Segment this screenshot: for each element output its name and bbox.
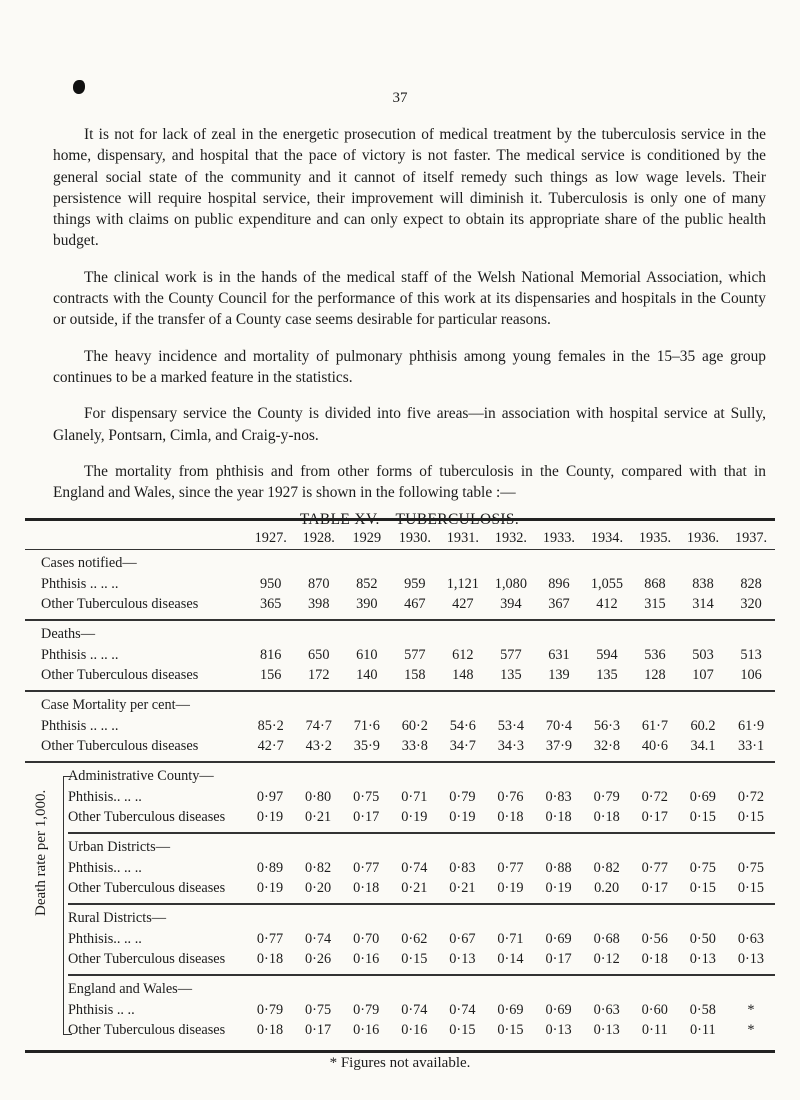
table-cell: 0·21 (401, 879, 428, 896)
table-cell: 0·21 (449, 879, 476, 896)
table-cell: 172 (308, 666, 330, 683)
table-cell: 0·69 (497, 1001, 524, 1018)
table-cell: 0·82 (593, 859, 620, 876)
table-cell: 0·19 (256, 879, 284, 896)
table-cell: 577 (500, 646, 522, 663)
row-label: Other Tuberculous diseases (67, 808, 226, 825)
table-cell: 0·58 (689, 1001, 716, 1018)
table-cell: 816 (260, 646, 282, 663)
paragraph: The clinical work is in the hands of the medical staff of the Welsh National Memorial Association, which contracts with the County Council for the performance of this work at its dispensaries and hospitals in the County or outside, if the transfer of a County case seems desirable for particular reasons. (53, 268, 766, 329)
table-cell: 148 (452, 666, 474, 683)
table-row (25, 736, 775, 756)
table-cell: 0·15 (401, 950, 428, 967)
table-cell: 631 (548, 646, 570, 663)
table-cell: 959 (404, 575, 426, 592)
table-title: TABLE XV.—TUBERCULOSIS. (299, 511, 520, 529)
table-cell: 0·76 (497, 788, 524, 805)
table-cell: 427 (452, 595, 474, 612)
table-cell: 71·6 (353, 717, 380, 734)
table-row (25, 574, 775, 594)
table-cell: 33·1 (737, 737, 765, 754)
table-cell: 32·8 (593, 737, 621, 754)
year-header: 1935. (638, 530, 672, 546)
table-cell: 135 (596, 666, 618, 683)
table-cell: 0·80 (305, 788, 332, 805)
table-cell: 1,080 (494, 575, 527, 592)
table-row (25, 594, 775, 614)
row-label: Other Tuberculous diseases (67, 1021, 226, 1038)
row-label: Phthisis .. .. .. (41, 646, 119, 663)
table-cell: 0·17 (641, 808, 668, 825)
table-cell: 0·18 (593, 808, 620, 825)
table-cell: 0·19 (497, 879, 524, 896)
table-cell: 0·19 (449, 808, 476, 825)
table-cell: 838 (692, 575, 714, 592)
paragraph: The mortality from phthisis and from other forms of tuberculosis in the County, compared with that in England and Wales, since the year 1927 is shown in the following table :— (53, 462, 766, 502)
table-cell: 0·19 (401, 808, 428, 825)
table-cell: 0·83 (545, 788, 572, 805)
table-cell: 896 (548, 575, 570, 592)
section-heading: Rural Districts— (67, 910, 167, 926)
table-cell: 0·17 (545, 950, 572, 967)
table-cell: 0·77 (497, 859, 524, 876)
table-cell: 0·13 (545, 1021, 572, 1038)
section-heading: Case Mortality per cent— (41, 697, 190, 713)
table-cell: 394 (500, 595, 522, 612)
year-header: 1931. (446, 530, 479, 546)
table-cell: 33·8 (401, 737, 428, 754)
table-row (68, 1000, 775, 1020)
table-cell: 0·18 (256, 1021, 284, 1038)
table-cell: 0·60 (641, 1001, 668, 1018)
table-section (68, 766, 775, 832)
table-cell: 0·74 (401, 859, 428, 876)
table-cell: 0·79 (256, 1001, 284, 1018)
table-cell: 61·7 (641, 717, 669, 734)
brace (63, 776, 72, 1035)
section-heading: England and Wales— (67, 981, 193, 997)
row-label: Other Tuberculous diseases (41, 595, 199, 612)
table-cell: 0·75 (353, 788, 380, 805)
table-cell: 0·70 (353, 930, 380, 947)
table-cell: 135 (500, 666, 522, 683)
table-cell: 0·11 (690, 1021, 716, 1038)
table-cell: 0·11 (641, 1021, 668, 1038)
table-cell: 0·82 (305, 859, 332, 876)
table-cell: 577 (404, 646, 426, 663)
table-cell: 0·12 (593, 950, 620, 967)
table-cell: 0·18 (353, 879, 380, 896)
table-section (68, 832, 775, 903)
table-row (25, 716, 775, 736)
table-row (68, 949, 775, 969)
death-rate-label: Death rate per 1,000. (33, 789, 49, 916)
table-cell: 365 (260, 595, 282, 612)
row-label: Other Tuberculous diseases (67, 950, 226, 967)
table-row (68, 807, 775, 827)
table-cell: 650 (308, 646, 330, 663)
table-cell: 106 (740, 666, 762, 683)
table-cell: 852 (356, 575, 378, 592)
table-cell: 0·18 (256, 950, 284, 967)
table-cell: 0·97 (256, 788, 284, 805)
table-cell: 0·77 (256, 930, 284, 947)
table-cell: 0·17 (305, 1021, 332, 1038)
table-cell: 0·72 (737, 788, 765, 805)
table-cell: 0·15 (689, 808, 716, 825)
table-cell: 140 (356, 666, 378, 683)
year-header: 1937. (734, 530, 768, 546)
table-cell: 367 (548, 595, 570, 612)
table-cell: 503 (692, 646, 714, 663)
table-cell: 0·88 (545, 859, 572, 876)
table-cell: 0·83 (449, 859, 476, 876)
table-row (25, 645, 775, 665)
table-cell: 0·79 (353, 1001, 380, 1018)
table-cell: 1,055 (590, 575, 624, 592)
table-cell: 0·75 (305, 1001, 332, 1018)
table-cell: 398 (308, 595, 330, 612)
table-header-row (25, 521, 775, 549)
table-cell: 0·79 (449, 788, 476, 805)
table-cell: 0·74 (449, 1001, 476, 1018)
table-section (68, 903, 775, 974)
row-label: Phthisis.. .. .. (67, 859, 142, 876)
year-header: 1934. (590, 530, 624, 546)
table-cell: * (747, 1001, 755, 1018)
table-row (25, 665, 775, 685)
table-cell: 74·7 (305, 717, 332, 734)
table-cell: 0·67 (449, 930, 476, 947)
table-cell: 42·7 (257, 737, 284, 754)
table-cell: 156 (260, 666, 282, 683)
table-cell: 0·21 (305, 808, 332, 825)
row-label: Other Tuberculous diseases (41, 666, 199, 683)
table-cell: 610 (356, 646, 378, 663)
table-section (68, 974, 775, 1045)
table-cell: 0·13 (689, 950, 716, 967)
table-cell: 314 (692, 595, 714, 612)
table-cell: 0·63 (737, 930, 765, 947)
section-heading: Administrative County— (67, 768, 214, 784)
table-footnote: * Figures not available. (25, 1050, 775, 1072)
table-cell: 870 (308, 575, 330, 592)
row-label: Phthisis.. .. .. (67, 930, 142, 947)
page-number: 37 (392, 90, 408, 106)
table-cell: 34·7 (449, 737, 476, 754)
table-cell: 158 (404, 666, 426, 683)
table-cell: 54·6 (449, 717, 476, 734)
table-cell: 56·3 (593, 717, 621, 734)
table-cell: 0·89 (256, 859, 284, 876)
table-cell: 0·15 (737, 808, 765, 825)
table-cell: 60.2 (690, 717, 716, 734)
table-row (68, 787, 775, 807)
table-row (68, 929, 775, 949)
row-label: Phthisis .. .. .. (41, 717, 119, 734)
table-section (25, 619, 775, 690)
table-cell: 0·26 (305, 950, 332, 967)
table-cell: 0·17 (353, 808, 380, 825)
table-cell: 390 (356, 595, 378, 612)
row-label: Phthisis .. .. .. (41, 575, 119, 592)
table-cell: 594 (596, 646, 618, 663)
year-header: 1932. (494, 530, 527, 546)
table-cell: 0·15 (689, 879, 716, 896)
table-cell: 128 (644, 666, 666, 683)
table-cell: 0·77 (641, 859, 668, 876)
table-cell: 612 (452, 646, 474, 663)
table-cell: 0·69 (545, 1001, 572, 1018)
table-cell: 0·68 (593, 930, 620, 947)
table-cell: 0·18 (545, 808, 572, 825)
paragraph: The heavy incidence and mortality of pulmonary phthisis among young females in the 15–35 age group continues to be a marked feature in the statistics. (53, 347, 766, 386)
table-cell: 0·19 (256, 808, 284, 825)
table-cell: 868 (644, 575, 666, 592)
table-cell: 60·2 (401, 717, 428, 734)
table-cell: 1,121 (446, 575, 479, 592)
table-cell: 53·4 (497, 717, 524, 734)
table-cell: 85·2 (257, 717, 284, 734)
table-cell: 0.20 (594, 879, 620, 896)
paragraph: For dispensary service the County is divided into five areas—in association with hospital service at Sully, Glanely, Pontsarn, Cimla, and Craig-y-nos. (53, 405, 766, 444)
table-cell: 0·15 (449, 1021, 476, 1038)
table-cell: 0·71 (401, 788, 428, 805)
year-header: 1929 (352, 530, 382, 546)
table-cell: 37·9 (545, 737, 573, 754)
table-cell: 0·62 (401, 930, 428, 947)
table-section (25, 690, 775, 761)
table-cell: 0·72 (641, 788, 668, 805)
row-label: Other Tuberculous diseases (41, 737, 199, 754)
death-rate-block (25, 761, 775, 1050)
section-heading: Urban Districts— (67, 839, 171, 855)
year-header: 1936. (686, 530, 720, 546)
table-cell: 0·17 (641, 879, 668, 896)
table-cell: 0·77 (353, 859, 380, 876)
table-cell: 950 (260, 575, 282, 592)
table-cell: 43·2 (305, 737, 332, 754)
table-cell: 0·20 (305, 879, 332, 896)
table-cell: 0·69 (545, 930, 572, 947)
section-heading: Cases notified— (41, 555, 137, 571)
table-cell: * (747, 1021, 755, 1038)
section-heading: Deaths— (41, 626, 95, 642)
table-cell: 0·15 (497, 1021, 524, 1038)
table-cell: 40·6 (641, 737, 669, 754)
year-header: 1930. (398, 530, 431, 546)
table-cell: 0·16 (353, 950, 380, 967)
table-row (68, 878, 775, 898)
table-cell: 0·69 (689, 788, 716, 805)
table-cell: 828 (740, 575, 762, 592)
table-cell: 0·18 (641, 950, 668, 967)
year-header: 1928. (302, 530, 335, 546)
table-cell: 0·63 (593, 1001, 620, 1018)
table-cell: 0·16 (353, 1021, 380, 1038)
row-label: Phthisis .. .. (67, 1001, 135, 1018)
table-cell: 61·9 (737, 717, 765, 734)
table-cell: 536 (644, 646, 666, 663)
table-cell: 0·75 (689, 859, 716, 876)
table-cell: 70·4 (545, 717, 573, 734)
table-cell: 0·13 (449, 950, 476, 967)
table-section (25, 549, 775, 619)
table-cell: 320 (740, 595, 762, 612)
table-cell: 139 (548, 666, 570, 683)
year-header: 1927. (254, 530, 287, 546)
table-cell: 315 (644, 595, 666, 612)
tuberculosis-table (25, 518, 775, 1072)
row-label: Other Tuberculous diseases (67, 879, 226, 896)
paragraph: It is not for lack of zeal in the energetic prosecution of medical treatment by the tuberculosis service in the home, dispensary, and hospital that the pace of victory is not faster. The medical service is conditioned by the general social state of the community and it cannot of itself remedy such things as low wage levels. Their persistence will require hospital service, their improvement will diminish it. Tuberculosis is only one of many things with claims on public expenditure and can only expect to obtain its appropriate share of the public health budget. (53, 126, 766, 250)
table-cell: 0·16 (401, 1021, 428, 1038)
table-cell: 0·15 (737, 879, 765, 896)
table-row (68, 858, 775, 878)
table-cell: 34·3 (497, 737, 524, 754)
body-text (53, 124, 766, 531)
table-cell: 0·14 (497, 950, 524, 967)
table-cell: 107 (692, 666, 714, 683)
table-cell: 0·13 (593, 1021, 620, 1038)
table-cell: 0·56 (641, 930, 668, 947)
table-cell: 0·13 (737, 950, 765, 967)
table-cell: 467 (404, 595, 426, 612)
table-cell: 35·9 (353, 737, 380, 754)
table-cell: 0·75 (737, 859, 765, 876)
table-cell: 0·79 (593, 788, 620, 805)
table-row (68, 1020, 775, 1040)
table-cell: 513 (740, 646, 762, 663)
table-cell: 412 (596, 595, 618, 612)
table-cell: 0·74 (401, 1001, 428, 1018)
row-label: Phthisis.. .. .. (67, 788, 142, 805)
table-cell: 0·71 (497, 930, 524, 947)
table-cell: 0·18 (497, 808, 524, 825)
table-cell: 0·74 (305, 930, 332, 947)
table-cell: 0·50 (689, 930, 716, 947)
table-cell: 34.1 (690, 737, 716, 754)
year-header: 1933. (542, 530, 575, 546)
table-cell: 0·19 (545, 879, 572, 896)
